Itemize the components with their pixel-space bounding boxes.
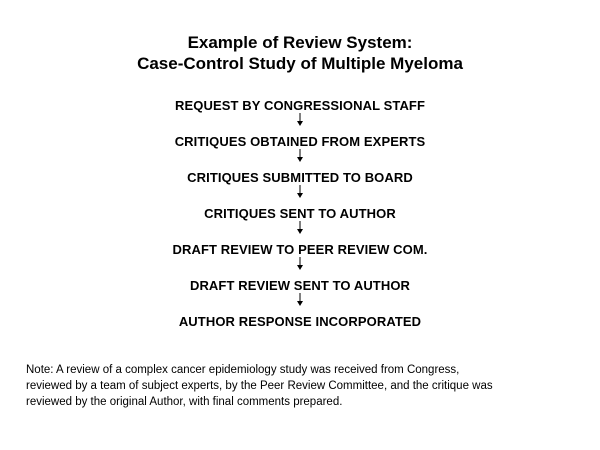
footnote-line: Note: A review of a complex cancer epidemiology study was received from Congress, bbox=[26, 364, 460, 376]
footnote-line: reviewed by the original Author, with final comments prepared. bbox=[26, 396, 343, 408]
down-arrow-icon bbox=[296, 293, 304, 307]
footnote-line: reviewed by a team of subject experts, by the Peer Review Committee, and the critique was bbox=[26, 380, 493, 392]
down-arrow-icon bbox=[296, 221, 304, 235]
flow-step-critiques-obtained: CRITIQUES OBTAINED FROM EXPERTS bbox=[174, 134, 426, 149]
flow-step-request: REQUEST BY CONGRESSIONAL STAFF bbox=[174, 98, 426, 113]
down-arrow-icon bbox=[296, 257, 304, 271]
flow-step-critiques-sent: CRITIQUES SENT TO AUTHOR bbox=[204, 206, 396, 221]
down-arrow-icon bbox=[296, 185, 304, 199]
flow-step-author-response: AUTHOR RESPONSE INCORPORATED bbox=[178, 314, 422, 329]
flow-step-draft-sent: DRAFT REVIEW SENT TO AUTHOR bbox=[189, 278, 411, 293]
down-arrow-icon bbox=[296, 149, 304, 163]
flow-step-draft-peer-review: DRAFT REVIEW TO PEER REVIEW COM. bbox=[172, 242, 428, 257]
flow-step-critiques-submitted: CRITIQUES SUBMITTED TO BOARD bbox=[187, 170, 413, 185]
footnote bbox=[26, 362, 586, 410]
diagram-title-line-1: Example of Review System: bbox=[187, 33, 413, 52]
down-arrow-icon bbox=[296, 113, 304, 127]
diagram-title-line-2: Case-Control Study of Multiple Myeloma bbox=[137, 54, 463, 73]
